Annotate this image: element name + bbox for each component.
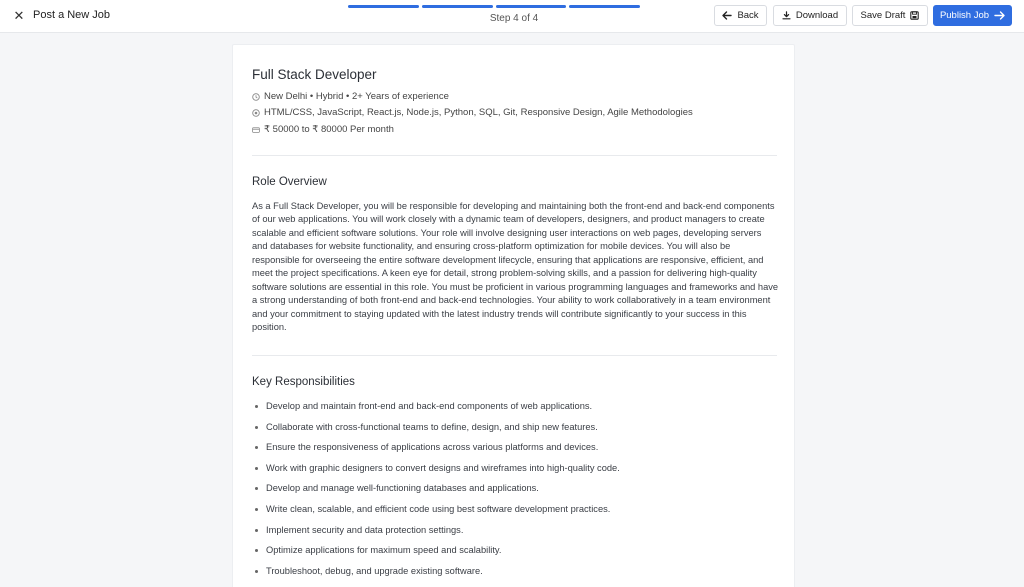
page-title: Post a New Job [33, 9, 111, 21]
list-item: Ensure the responsiveness of applications across various platforms and devices. [252, 441, 777, 462]
role-overview-text: As a Full Stack Developer, you will be responsible for developing and maintaining both the front-end and back-end components of our web applications. You will work closely with a dynamic team of developers, designers, and product managers to create scalable and efficient software solutions. Your role will involve designing user interactions on web pages, developing servers and databases for website functionality, and ensuring cross-platform optimization for mobile devices. You will also be responsible for overseeing the entire software development lifecycle, ensuring that applications are responsive, efficient, and meet the project specifications. A keen eye for detail, strong problem-solving skills, and a passion for delivering high-quality software solutions are essential in this role. You must be proficient in various programming languages and frameworks and have a strong understanding of both front-end and back-end technologies. Your ability to work collaboratively in a team environment and your commitment to staying updated with the latest industry trends will contribute significantly to your success in this position. [252, 201, 779, 333]
divider [252, 355, 777, 356]
list-item: Collaborate with cross-functional teams to define, design, and ship new features. [252, 421, 777, 442]
list-item: Write clean, scalable, and efficient code using best software development practices. [252, 503, 777, 524]
list-item: Work with graphic designers to convert designs and wireframes into high-quality code. [252, 462, 777, 483]
save-draft-button[interactable] [852, 5, 928, 26]
save-draft-label: Save Draft [860, 10, 906, 21]
responsibilities-list [252, 400, 777, 585]
close-icon[interactable]: ✕ [13, 8, 25, 23]
location-text: New Delhi • Hybrid • 2+ Years of experience [264, 91, 449, 102]
wallet-icon [252, 126, 260, 134]
progress-step-3 [496, 5, 567, 8]
salary-text: ₹ 50000 to ₹ 80000 Per month [264, 124, 394, 135]
download-icon [782, 11, 791, 20]
back-label: Back [737, 10, 759, 21]
job-salary-line [252, 124, 394, 136]
top-bar [0, 0, 1024, 33]
list-item: Troubleshoot, debug, and upgrade existing software. [252, 565, 777, 586]
save-icon [910, 11, 919, 20]
target-icon [252, 109, 260, 117]
job-location-line [252, 91, 449, 103]
progress-step-1 [348, 5, 419, 8]
job-preview-card [232, 44, 795, 587]
step-progress-bar [348, 5, 640, 8]
download-button[interactable] [773, 5, 847, 26]
back-button[interactable] [714, 5, 767, 26]
divider [252, 155, 777, 156]
arrow-left-icon [722, 11, 732, 20]
download-label: Download [795, 10, 839, 21]
step-label: Step 4 of 4 [489, 13, 539, 24]
role-overview-heading: Role Overview [252, 176, 327, 188]
arrow-right-icon [994, 11, 1005, 20]
list-item: Optimize applications for maximum speed and scalability. [252, 544, 777, 565]
skills-text: HTML/CSS, JavaScript, React.js, Node.js, Python, SQL, Git, Responsive Design, Agile Methodologies [264, 107, 693, 118]
progress-step-2 [422, 5, 493, 8]
job-skills-line [252, 107, 693, 119]
job-title: Full Stack Developer [252, 67, 377, 82]
progress-step-4 [569, 5, 640, 8]
list-item: Implement security and data protection settings. [252, 524, 777, 545]
clock-icon [252, 93, 260, 101]
list-item: Develop and maintain front-end and back-end components of web applications. [252, 400, 777, 421]
key-responsibilities-heading: Key Responsibilities [252, 376, 355, 388]
publish-job-button[interactable] [933, 5, 1012, 26]
list-item: Develop and manage well-functioning databases and applications. [252, 482, 777, 503]
publish-label: Publish Job [939, 10, 990, 21]
